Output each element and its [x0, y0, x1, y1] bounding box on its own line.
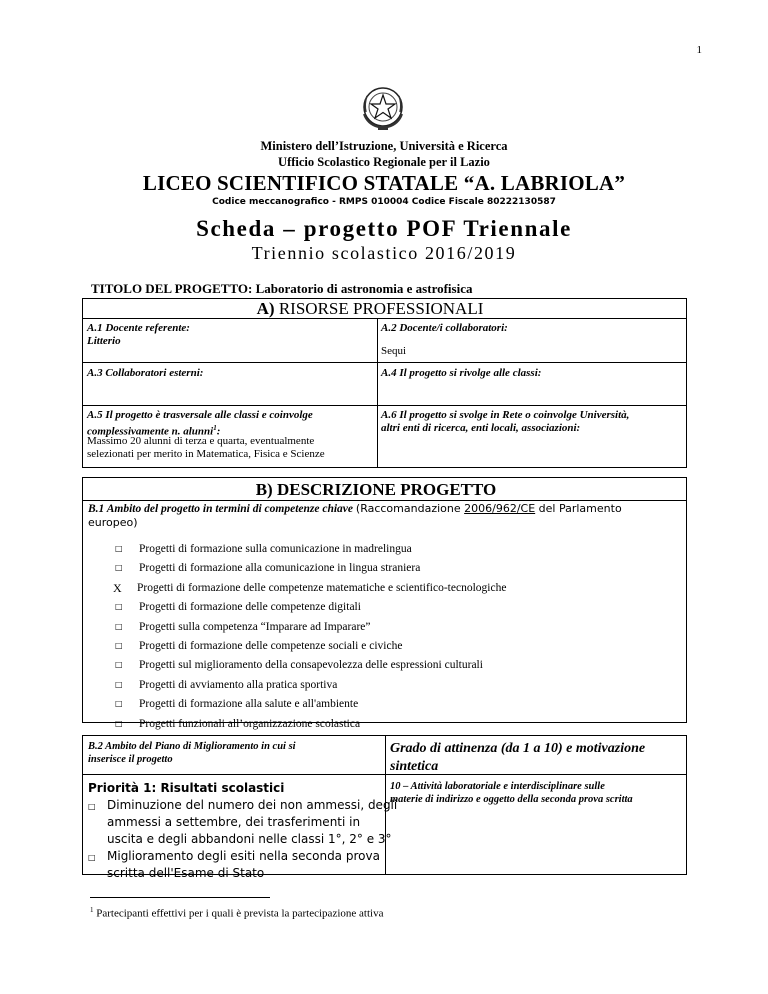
a2-label: A.2 Docente/i collaboratori: [381, 322, 508, 334]
b1-item-label: Progetti di formazione alla comunicazione in lingua straniera [139, 562, 421, 575]
a3-label: A.3 Collaboratori esterni: [87, 367, 204, 379]
document-subtitle: Triennio scolastico 2016/2019 [251, 243, 517, 263]
a5-label-line1: A.5 Il progetto è trasversale alle classi e coinvolge [87, 409, 313, 421]
section-a-title: RISORSE PROFESSIONALI [278, 299, 484, 318]
b1-item [115, 657, 483, 673]
b1-item [115, 560, 420, 576]
priority-item-line: scritta dell'Esame di Stato [107, 866, 265, 880]
priority-item-line: ammessi a settembre, dei trasferimenti in [107, 815, 361, 829]
motivation-line1: 10 – Attività laboratoriale e interdisciplinare sulle [390, 781, 605, 792]
b1-item [115, 716, 360, 732]
divider [82, 405, 687, 406]
checked-mark-icon[interactable]: X [113, 580, 122, 595]
b1-label-line2: europeo) [88, 516, 138, 529]
a5-value-line1: Massimo 20 alunni di terza e quarta, eventualmente [87, 435, 315, 447]
section-a-heading [0, 299, 754, 319]
b1-item [115, 599, 361, 615]
ministry-name: Ministero dell’Istruzione, Università e Ricerca [260, 139, 508, 153]
b1-item [115, 541, 412, 557]
priority-title: Priorità 1: Risultati scolastici [88, 781, 285, 795]
b1-item-label: Progetti di formazione alla salute e all'ambiente [139, 698, 359, 711]
divider [82, 318, 687, 319]
b1-item [115, 696, 358, 712]
project-title: TITOLO DEL PROGETTO: Laboratorio di astronomia e astrofisica [91, 281, 473, 296]
regional-office: Ufficio Scolastico Regionale per il Lazio [278, 155, 490, 169]
a1-label: A.1 Docente referente: [87, 322, 190, 334]
a5-label-line2: complessivamente n. alunni$^1$: [87, 424, 221, 438]
priority-item-line: □ Miglioramento degli esiti nella seconda prova [88, 848, 380, 866]
divider [82, 362, 687, 363]
a1-value: Litterio [87, 335, 121, 347]
a2-value: Sequi [381, 345, 407, 357]
b1-item-label: Progetti di formazione delle competenze matematiche e scientifico-tecnologiche [137, 581, 507, 594]
divider [82, 500, 687, 501]
checkbox-icon: □ [88, 802, 96, 811]
b1-item [115, 677, 337, 693]
b1-item [115, 619, 370, 635]
a6-label-line2: altri enti di ricerca, enti locali, associazioni: [381, 422, 581, 434]
school-codes: Codice meccanografico - RMPS 010004 Codice Fiscale 80222130587 [212, 197, 556, 207]
checkbox-icon[interactable]: □ [115, 679, 123, 689]
checkbox-icon[interactable]: □ [115, 641, 123, 650]
checkbox-icon[interactable]: □ [115, 563, 123, 573]
footnote-separator [90, 897, 270, 898]
b2-label-line2: inserisce il progetto [88, 754, 173, 765]
checkbox-icon[interactable]: □ [115, 718, 123, 728]
a6-label-line1: A.6 Il progetto si svolge in Rete o coinvolge Università, [381, 409, 630, 421]
priority-item-line: □ Diminuzione del numero dei non ammessi, degli [88, 797, 397, 815]
grado-label-line1: Grado di attinenza (da 1 a 10) e motivazione [390, 741, 646, 756]
b1-item-label: Progetti sulla competenza “Imparare ad Imparare” [139, 620, 371, 633]
checkbox-icon[interactable]: □ [115, 602, 123, 612]
divider [377, 318, 378, 468]
school-name: LICEO SCIENTIFICO STATALE “A. LABRIOLA” [142, 171, 626, 195]
checkbox-icon[interactable]: □ [115, 544, 123, 553]
a5-value-line2: selezionati per merito in Matematica, Fisica e Scienze [87, 448, 325, 460]
b1-label-line1: B.1 Ambito del progetto in termini di competenze chiave (Raccomandazione 2006/962/CE del Parlamento [88, 502, 622, 515]
b1-item [115, 580, 506, 596]
b1-item-label: Progetti di formazione delle competenze digitali [139, 601, 361, 614]
section-b-heading: B) DESCRIZIONE PROGETTO [255, 480, 497, 499]
checkbox-icon[interactable]: □ [115, 621, 123, 631]
checkbox-icon: □ [88, 853, 96, 862]
b1-ref-link[interactable]: 2006/962/CE [464, 502, 536, 515]
checkbox-icon[interactable]: □ [115, 699, 123, 709]
b1-item [115, 638, 402, 654]
b2-label-line1: B.2 Ambito del Piano di Miglioramento in cui si [88, 741, 296, 752]
b1-item-label: Progetti sul miglioramento della consapevolezza delle espressioni culturali [139, 659, 483, 672]
footnote: $^1$ Partecipanti effettivi per i quali è prevista la partecipazione attiva [90, 906, 384, 920]
motivation-line2: materie di indirizzo e oggetto della seconda prova scritta [390, 794, 633, 805]
section-a-letter: A) [256, 299, 275, 318]
grado-label-line2: sintetica [390, 759, 439, 774]
republic-emblem-icon [358, 84, 408, 132]
divider [82, 774, 687, 775]
priority-item-line: uscita e degli abbandoni nelle classi 1°, 2° e 3° [107, 832, 392, 846]
page-number: 1 [696, 44, 702, 56]
b1-item-label: Progetti funzionali all’organizzazione scolastica [139, 717, 361, 730]
checkbox-icon[interactable]: □ [115, 660, 123, 670]
b1-item-label: Progetti di formazione sulla comunicazione in madrelingua [139, 543, 412, 555]
b1-item-label: Progetti di formazione delle competenze sociali e civiche [139, 640, 403, 652]
a4-label: A.4 Il progetto si rivolge alle classi: [381, 367, 542, 379]
document-title: Scheda – progetto POF Triennale [196, 216, 572, 241]
b1-item-label: Progetti di avviamento alla pratica sportiva [139, 678, 338, 691]
